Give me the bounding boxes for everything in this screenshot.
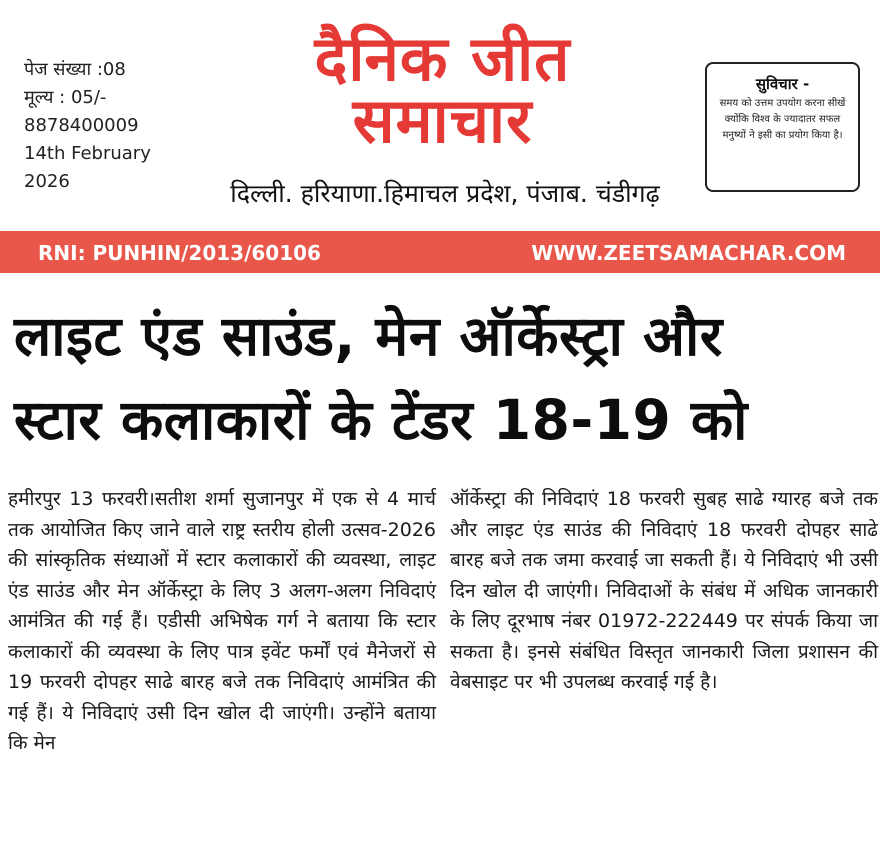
issue-year: 2026 [24, 171, 70, 192]
masthead [250, 22, 635, 157]
article-text-1: हमीरपुर 13 फरवरी।सतीश शर्मा सुजानपुर में एक से 4 मार्च तक आयोजित किए जाने वाले राष्ट्र स्तरीय होली उत्सव-2026 की सांस्कृतिक संध्याओं में स्टार कलाकारों की व्यवस्था, लाइट एंड साउंड और मेन ऑर्केस्ट्रा के लिए 3 अलग-अलग निविदाएं आमंत्रित की गई हैं। एडीसी अभिषेक गर्ग ने बताया कि स्टार कलाकारों की व्यवस्था के लिए पात्र इवेंट फर्मों एवं मैनेजरों से 19 फरवरी दोपहर साढे बारह बजे तक निविदाएं आमंत्रित की गई हैं। ये निविदाएं उसी दिन खोल दी जाएंगी। उन्होंने बताया कि मेन [8, 488, 436, 754]
website-link[interactable]: WWW.ZEETSAMACHAR.COM [531, 241, 846, 265]
paper-name-line2: समाचार [352, 84, 533, 157]
headline [14, 294, 874, 462]
headline-line2: स्टार कलाकारों के टेंडर 18-19 को [14, 388, 748, 452]
rni-number: RNI: PUNHIN/2013/60106 [38, 241, 321, 265]
coverage-regions: दिल्ली. हरियाणा.हिमाचल प्रदेश, पंजाब. चंडीगढ़ [230, 179, 660, 208]
thought-box [705, 62, 860, 192]
info-band [0, 231, 880, 273]
article-column-1 [8, 484, 436, 759]
issue-date: 14th February [24, 143, 151, 164]
thought-title: सुविचार - [755, 75, 810, 93]
price: मूल्य : 05/- [24, 87, 107, 108]
thought-body: समय को उत्तम उपयोग करना सीखें क्योंकि विश्व के ज्यादातर सफल मनुष्यों ने इसी का प्रयोग किया है। [719, 98, 846, 141]
article-column-2 [450, 484, 878, 698]
headline-line1: लाइट एंड साउंड, मेन ऑर्केस्ट्रा और [14, 304, 723, 368]
article-text-2: ऑर्केस्ट्रा की निविदाएं 18 फरवरी सुबह साढे ग्यारह बजे तक और लाइट एंड साउंड की निविदाएं 18 फरवरी दोपहर साढे बारह बजे तक जमा करवाई जा सकती हैं। ये निविदाएं भी उसी दिन खोल दी जाएंगी। निविदाओं के संबंध में अधिक जानकारी के लिए दूरभाष नंबर 01972-222449 पर संपर्क किया जा सकता है। इनसे संबंधित विस्तृत जानकारी जिला प्रशासन की वेबसाइट पर भी उपलब्ध करवाई गई है। [450, 488, 878, 693]
paper-name-line1: दैनिक जीत [314, 22, 571, 95]
issue-meta [24, 56, 151, 196]
phone-number: 8878400009 [24, 115, 139, 136]
page-number: पेज संख्या :08 [24, 59, 126, 80]
